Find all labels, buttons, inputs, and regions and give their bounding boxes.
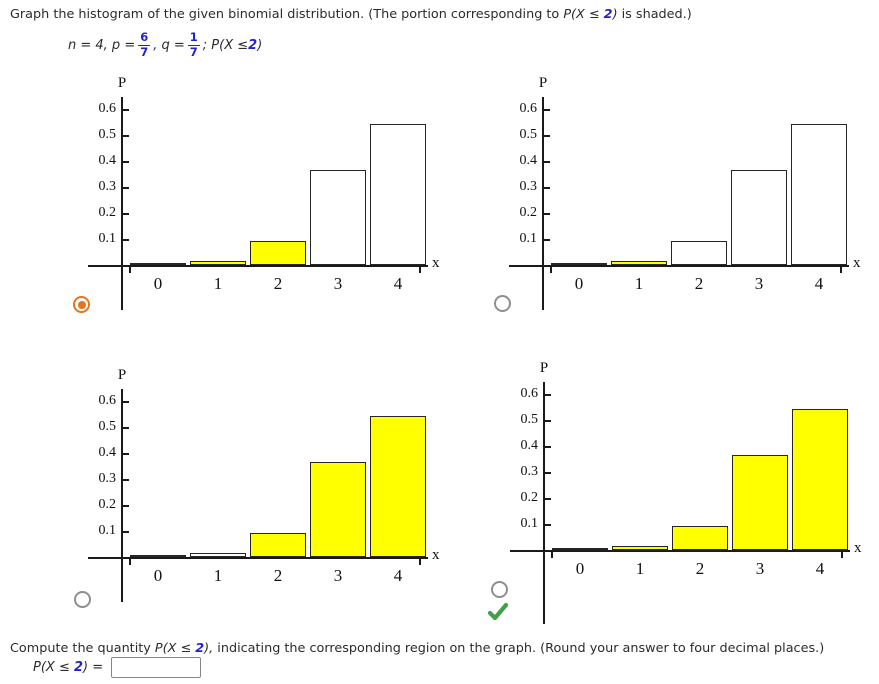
x-category-label: 0 — [574, 274, 584, 293]
radio-dot — [78, 301, 86, 309]
y-tick — [544, 239, 550, 241]
y-tick — [544, 213, 550, 215]
x-category-label: 4 — [393, 566, 403, 585]
x-axis-start-tick — [551, 550, 553, 558]
answer-row — [33, 657, 201, 678]
bar-x3 — [731, 170, 787, 265]
fraction-q: $\frac{1}{7}$ — [189, 30, 198, 59]
y-tick-label: 0.5 — [98, 127, 116, 142]
y-tick — [545, 498, 551, 500]
x-axis-start-tick — [129, 265, 131, 273]
x-category-label: 3 — [333, 566, 343, 585]
histogram-option-top-right — [503, 75, 875, 315]
bar-x4 — [370, 416, 426, 557]
x-axis-end-tick — [419, 557, 421, 565]
radio-dot — [499, 300, 507, 308]
formula: n = 4, p = $\frac{6}{7}$ , q = $\frac{1}{7}$ ; P(X ≤ 2 ) — [68, 30, 263, 59]
x-axis-title: x — [432, 255, 440, 271]
x-axis-title: x — [854, 540, 862, 556]
y-tick-label: 0.2 — [98, 205, 116, 220]
x-axis-line — [510, 550, 850, 552]
y-tick — [123, 453, 129, 455]
x-axis-start-tick — [129, 557, 131, 565]
y-tick-label: 0.3 — [98, 471, 116, 486]
y-tick — [545, 394, 551, 396]
histogram-option-bottom-left — [82, 367, 454, 607]
bar-x2 — [250, 241, 306, 265]
compute-instruction: Compute the quantity P(X ≤ 2), indicating the corresponding region on the graph. (Round your answer to four decimal places.) — [10, 641, 825, 656]
y-tick-label: 0.3 — [98, 179, 116, 194]
y-tick-label: 0.6 — [98, 101, 116, 116]
title-math-value: 2 — [603, 7, 613, 22]
bar-x4 — [792, 409, 848, 550]
x-category-label: 1 — [213, 274, 223, 293]
bar-x1 — [611, 261, 667, 265]
x-category-label: 0 — [153, 566, 163, 585]
y-tick — [545, 472, 551, 474]
bar-x0 — [552, 548, 608, 550]
x-category-label: 4 — [814, 274, 824, 293]
radio-dot — [79, 596, 87, 604]
y-axis-line — [542, 97, 544, 310]
radio-dot — [496, 586, 504, 594]
y-tick — [544, 187, 550, 189]
y-tick-label: 0.2 — [519, 205, 537, 220]
x-axis-title: x — [432, 547, 440, 563]
bar-x4 — [370, 124, 426, 265]
y-tick — [123, 213, 129, 215]
y-tick-label: 0.6 — [519, 101, 537, 116]
x-category-label: 2 — [273, 566, 283, 585]
option-radio-top-left[interactable] — [73, 296, 90, 313]
y-tick-label: 0.3 — [519, 179, 537, 194]
page-title: Graph the histogram of the given binomial distribution. (The portion corresponding to P(X ≤ 2) is shaded.) — [10, 7, 692, 22]
x-axis-start-tick — [550, 265, 552, 273]
bar-x1 — [612, 546, 668, 550]
bar-x0 — [130, 263, 186, 265]
y-tick — [123, 109, 129, 111]
x-category-label: 1 — [634, 274, 644, 293]
y-tick-label: 0.1 — [98, 231, 116, 246]
y-tick-label: 0.4 — [98, 153, 116, 168]
x-category-label: 1 — [213, 566, 223, 585]
x-category-label: 1 — [635, 559, 645, 578]
y-axis-line — [121, 97, 123, 310]
correct-checkmark-icon — [486, 600, 510, 624]
x-category-label: 2 — [273, 274, 283, 293]
fraction-p: $\frac{6}{7}$ — [140, 30, 149, 59]
y-tick — [544, 161, 550, 163]
x-category-label: 4 — [393, 274, 403, 293]
x-axis-end-tick — [841, 550, 843, 558]
y-tick — [123, 187, 129, 189]
x-axis-line — [88, 557, 428, 559]
bar-x3 — [310, 462, 366, 557]
x-axis-end-tick — [419, 265, 421, 273]
y-axis-title: P — [539, 360, 549, 376]
x-category-label: 3 — [754, 274, 764, 293]
option-radio-top-right[interactable] — [494, 295, 511, 312]
y-tick-label: 0.1 — [519, 231, 537, 246]
x-category-label: 4 — [815, 559, 825, 578]
answer-input[interactable] — [111, 657, 201, 678]
y-tick-label: 0.4 — [98, 445, 116, 460]
x-category-label: 0 — [575, 559, 585, 578]
y-tick — [545, 524, 551, 526]
option-radio-bottom-left[interactable] — [74, 591, 91, 608]
y-tick — [123, 135, 129, 137]
y-tick — [544, 135, 550, 137]
x-axis-end-tick — [840, 265, 842, 273]
y-tick — [123, 239, 129, 241]
bar-x3 — [732, 455, 788, 550]
y-tick-label: 0.6 — [520, 386, 538, 401]
bar-x1 — [190, 261, 246, 265]
answer-label: P(X ≤ 2) = — [33, 660, 104, 675]
y-tick-label: 0.4 — [519, 153, 537, 168]
y-tick — [123, 401, 129, 403]
title-math: P(X ≤ — [563, 7, 604, 22]
bar-x1 — [190, 553, 246, 557]
y-tick-label: 0.5 — [98, 419, 116, 434]
x-category-label: 0 — [153, 274, 163, 293]
y-tick-label: 0.1 — [520, 516, 538, 531]
bar-x0 — [130, 555, 186, 557]
y-axis-title: P — [117, 75, 127, 91]
x-category-label: 2 — [695, 559, 705, 578]
bar-x2 — [672, 526, 728, 550]
histogram-option-bottom-right — [504, 360, 876, 600]
y-tick — [123, 505, 129, 507]
bar-x3 — [310, 170, 366, 265]
bar-x0 — [551, 263, 607, 265]
y-tick-label: 0.5 — [519, 127, 537, 142]
y-tick — [544, 109, 550, 111]
x-category-label: 3 — [333, 274, 343, 293]
bar-x2 — [671, 241, 727, 265]
y-tick-label: 0.6 — [98, 393, 116, 408]
y-tick — [545, 420, 551, 422]
y-axis-title: P — [538, 75, 548, 91]
y-tick — [123, 161, 129, 163]
y-tick-label: 0.3 — [520, 464, 538, 479]
x-axis-line — [509, 265, 849, 267]
y-tick-label: 0.2 — [520, 490, 538, 505]
y-tick-label: 0.1 — [98, 523, 116, 538]
y-axis-title: P — [117, 367, 127, 383]
histogram-option-top-left — [82, 75, 454, 315]
x-category-label: 3 — [755, 559, 765, 578]
y-tick — [123, 531, 129, 533]
x-axis-title: x — [853, 255, 861, 271]
x-category-label: 2 — [694, 274, 704, 293]
bar-x2 — [250, 533, 306, 557]
bar-x4 — [791, 124, 847, 265]
y-tick-label: 0.5 — [520, 412, 538, 427]
option-radio-bottom-right[interactable] — [491, 581, 508, 598]
y-axis-line — [121, 389, 123, 602]
y-tick — [123, 427, 129, 429]
y-tick-label: 0.2 — [98, 497, 116, 512]
x-axis-line — [88, 265, 428, 267]
y-tick — [545, 446, 551, 448]
y-axis-line — [543, 382, 545, 624]
y-tick-label: 0.4 — [520, 438, 538, 453]
y-tick — [123, 479, 129, 481]
